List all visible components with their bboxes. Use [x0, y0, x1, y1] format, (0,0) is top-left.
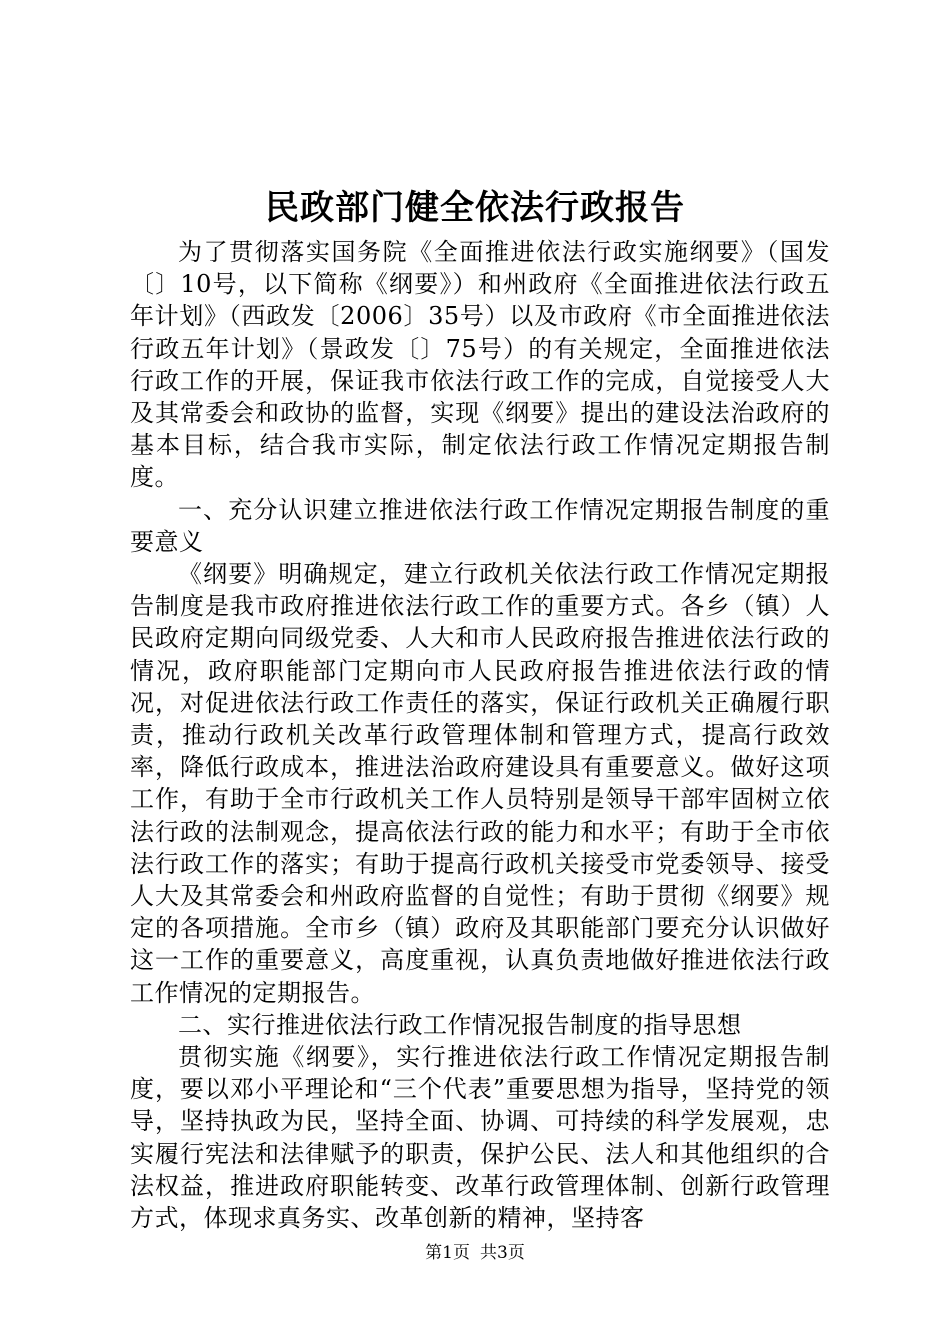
page-footer	[0, 1241, 950, 1265]
section-1-paragraph: 《纲要》明确规定，建立行政机关依法行政工作情况定期报告制度是我市政府推进依法行政工作的重要方式。各乡（镇）人民政府定期向同级党委、人大和市人民政府报告推进依法行政的情况，政府职能部门定期向市人民政府报告推进依法行政的情况，对促进依法行政工作责任的落实，保证行政机关正确履行职责，推动行政机关改革行政管理体制和管理方式，提高行政效率，降低行政成本，推进法治政府建设具有重要意义。做好这项工作，有助于全市行政机关工作人员特别是领导干部牢固树立依法行政的法制观念，提高依法行政的能力和水平；有助于全市依法行政工作的落实；有助于提高行政机关接受市党委领导、接受人大及其常委会和州政府监督的自觉性；有助于贯彻《纲要》规定的各项措施。全市乡（镇）政府及其职能部门要充分认识做好这一工作的重要意义，高度重视，认真负责地做好推进依法行政工作情况的定期报告。	[130, 560, 830, 1007]
section-2-paragraph: 贯彻实施《纲要》，实行推进依法行政工作情况定期报告制度，要以邓小平理论和“三个代表”重要思想为指导，坚持党的领导，坚持执政为民，坚持全面、协调、可持续的科学发展观，忠实履行宪法和法律赋予的职责，保护公民、法人和其他组织的合法权益，推进政府职能转变、改革行政管理体制、创新行政管理方式，体现求真务实、改革创新的精神，坚持客	[130, 1043, 830, 1233]
section-heading-1: 一、充分认识建立推进依法行政工作情况定期报告制度的重要意义	[130, 495, 830, 556]
intro-paragraph: 为了贯彻落实国务院《全面推进依法行政实施纲要》（国发〔〕10号，以下简称《纲要》）和州政府《全面推进依法行政五年计划》（西政发〔2006〕35号）以及市政府《市全面推进依法行政五年计划》（景政发〔〕75号）的有关规定，全面推进依法行政工作的开展，保证我市依法行政工作的完成，自觉接受人大及其常委会和政协的监督，实现《纲要》提出的建设法治政府的基本目标，结合我市实际，制定依法行政工作情况定期报告制度。	[130, 238, 830, 492]
document-body	[130, 236, 830, 1234]
document-title: 民政部门健全依法行政报告	[265, 188, 685, 228]
section-heading-2: 二、实行推进依法行政工作情况报告制度的指导思想	[178, 1010, 742, 1039]
page-number: 第1页	[425, 1243, 470, 1263]
page-total: 共3页	[480, 1243, 525, 1263]
